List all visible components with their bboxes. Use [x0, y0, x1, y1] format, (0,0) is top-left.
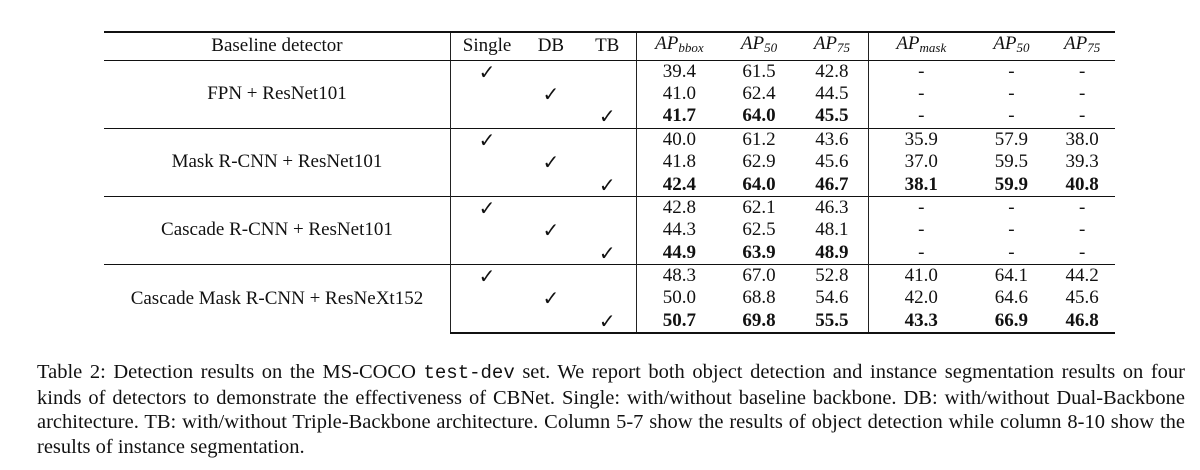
checkmark-cell-tb: [579, 287, 637, 310]
table-caption: [37, 360, 1185, 459]
detector-name-cell: Mask R-CNN + ResNet101: [104, 128, 450, 196]
checkmark-cell-db: [523, 173, 579, 196]
value-cell-ap75-box: 54.6: [815, 287, 849, 309]
value-cell-ap75-box: 45.6: [815, 151, 849, 173]
checkmark-cell-db: [523, 242, 579, 265]
table-row: [104, 60, 1115, 83]
value-cell-ap50-box: 63.9: [742, 241, 776, 263]
checkmark-cell-tb: [579, 83, 637, 106]
checkmark-cell-db: [523, 196, 579, 219]
value-cell-ap50-mask: 57.9: [974, 128, 1050, 151]
checkmark-cell-db: ✓: [542, 286, 560, 310]
value-cell-ap75-box: 52.8: [796, 264, 869, 287]
value-cell-ap50-mask: 64.6: [994, 287, 1029, 309]
value-cell-ap-mask: 41.0: [869, 264, 974, 287]
value-cell-ap-mask: -: [869, 105, 974, 128]
value-cell-ap50-mask: -: [1008, 83, 1015, 105]
value-cell-ap75-mask: -: [1078, 241, 1086, 263]
caption-text-after-code: set. We report both object detection and instance segmentation results on four kinds of detectors to demonstrate the effectiveness of CBNet. Single: with/without baseline backbone. DB: with/without Dual-Backbone architecture. TB: with/without Triple-Backbone architecture. Column 5-7 show the results of object detection while column 8-10 show the results of instance segmentation.: [37, 361, 1186, 458]
value-cell-ap50-box: 61.2: [722, 128, 796, 151]
value-cell-ap-bbox: 41.8: [636, 151, 722, 174]
checkmark-cell-tb: ✓: [579, 310, 637, 333]
table-body: [104, 60, 1115, 333]
col-header-ap-bbox: $AP_{bbox}$: [636, 32, 722, 60]
value-cell-ap-mask: -: [869, 219, 974, 242]
value-cell-ap50-box: 62.9: [742, 151, 776, 173]
header-row: [104, 32, 1115, 60]
value-cell-ap75-box: 46.3: [796, 196, 869, 219]
value-cell-ap-bbox: 41.0: [636, 83, 722, 106]
checkmark-cell-single: ✓: [450, 128, 523, 151]
checkmark-cell-tb: [579, 128, 637, 151]
caption-label: Table 2:: [37, 361, 106, 383]
checkmark-cell-single: [450, 151, 523, 174]
checkmark-cell-tb: [579, 60, 637, 83]
table-row: [104, 196, 1115, 219]
checkmark-cell-single: [450, 310, 523, 333]
value-cell-ap50-mask: -: [1008, 241, 1015, 263]
detector-name-cell: Cascade R-CNN + ResNet101: [104, 196, 450, 264]
value-cell-ap75-mask: 40.8: [1065, 173, 1099, 195]
checkmark-cell-tb: [579, 196, 637, 219]
value-cell-ap-mask: 35.9: [869, 128, 974, 151]
value-cell-ap-bbox: 42.8: [636, 196, 722, 219]
checkmark-cell-tb: [579, 219, 637, 242]
checkmark-cell-db: [523, 60, 579, 83]
value-cell-ap50-mask: 66.9: [974, 310, 1050, 333]
results-table: [104, 31, 1115, 334]
checkmark-cell-single: ✓: [450, 264, 523, 287]
value-cell-ap-bbox: 50.7: [636, 310, 722, 333]
value-cell-ap-mask: -: [869, 242, 974, 265]
checkmark-cell-single: [450, 242, 523, 265]
value-cell-ap75-mask: 39.3: [1065, 151, 1099, 173]
checkmark-cell-tb: ✓: [598, 241, 616, 265]
checkmark-cell-single: [450, 173, 523, 196]
checkmark-cell-db: [523, 105, 579, 128]
value-cell-ap-bbox: 41.7: [636, 105, 722, 128]
caption-code: test-dev: [423, 362, 515, 384]
value-cell-ap75-mask: -: [1049, 60, 1115, 83]
value-cell-ap75-box: 44.5: [815, 83, 849, 105]
checkmark-cell-single: [450, 219, 523, 242]
value-cell-ap50-box: 61.5: [722, 60, 796, 83]
caption-text-before-code: Detection results on the MS-COCO: [113, 361, 416, 383]
value-cell-ap50-box: 68.8: [742, 287, 776, 309]
checkmark-cell-tb: ✓: [598, 173, 616, 197]
col-header-ap75-mask: $AP_{75}$: [1049, 32, 1115, 60]
checkmark-cell-db: [523, 310, 579, 333]
value-cell-ap50-box: 62.5: [742, 219, 776, 241]
checkmark-cell-db: [523, 264, 579, 287]
checkmark-cell-single: ✓: [450, 60, 523, 83]
table-row: [104, 128, 1115, 151]
checkmark-cell-single: [450, 287, 523, 310]
col-header-ap50-mask: $AP_{50}$: [974, 32, 1050, 60]
value-cell-ap-mask: -: [869, 60, 974, 83]
value-cell-ap-bbox: 42.4: [636, 173, 722, 196]
value-cell-ap75-mask: -: [1078, 105, 1086, 127]
value-cell-ap50-box: 62.4: [742, 83, 776, 105]
value-cell-ap-bbox: 44.9: [636, 242, 722, 265]
checkmark-cell-tb: ✓: [598, 105, 616, 129]
checkmark-cell-db: ✓: [542, 82, 560, 106]
col-header-ap75-box: $AP_{75}$: [796, 32, 869, 60]
value-cell-ap75-mask: -: [1078, 83, 1086, 105]
value-cell-ap50-mask: -: [1008, 219, 1015, 241]
value-cell-ap75-box: 46.7: [815, 173, 849, 195]
value-cell-ap-bbox: 44.3: [636, 219, 722, 242]
value-cell-ap-mask: 42.0: [869, 287, 974, 310]
col-header-db: DB: [523, 32, 579, 60]
col-header-tb: TB: [579, 32, 637, 60]
detector-name-cell: Cascade Mask R-CNN + ResNeXt152: [104, 264, 450, 332]
value-cell-ap75-box: 45.5: [815, 105, 849, 127]
checkmark-cell-db: [523, 128, 579, 151]
value-cell-ap75-mask: 45.6: [1065, 287, 1099, 309]
col-header-single: Single: [450, 32, 523, 60]
value-cell-ap75-mask: 44.2: [1049, 264, 1115, 287]
value-cell-ap50-mask: 64.1: [974, 264, 1050, 287]
value-cell-ap50-mask: 59.9: [994, 173, 1029, 195]
checkmark-cell-single: [450, 105, 523, 128]
col-header-detector: Baseline detector: [104, 32, 450, 60]
checkmark-cell-tb: [579, 151, 637, 174]
checkmark-cell-single: ✓: [450, 196, 523, 219]
value-cell-ap50-box: 69.8: [722, 310, 796, 333]
value-cell-ap-mask: 38.1: [869, 173, 974, 196]
checkmark-cell-tb: [579, 264, 637, 287]
value-cell-ap75-box: 48.1: [815, 219, 849, 241]
value-cell-ap50-mask: -: [1008, 105, 1015, 127]
value-cell-ap-bbox: 39.4: [636, 60, 722, 83]
value-cell-ap75-mask: -: [1078, 219, 1086, 241]
value-cell-ap50-box: 64.0: [742, 173, 776, 195]
value-cell-ap50-box: 64.0: [742, 105, 776, 127]
value-cell-ap75-box: 43.6: [796, 128, 869, 151]
col-header-ap50-box: $AP_{50}$: [722, 32, 796, 60]
value-cell-ap75-mask: -: [1049, 196, 1115, 219]
detector-name-cell: FPN + ResNet101: [104, 60, 450, 128]
value-cell-ap50-box: 67.0: [722, 264, 796, 287]
value-cell-ap50-mask: -: [974, 60, 1050, 83]
value-cell-ap-mask: 37.0: [869, 151, 974, 174]
value-cell-ap-mask: -: [869, 196, 974, 219]
value-cell-ap75-box: 42.8: [796, 60, 869, 83]
value-cell-ap75-mask: 38.0: [1049, 128, 1115, 151]
value-cell-ap-bbox: 48.3: [636, 264, 722, 287]
value-cell-ap50-mask: -: [974, 196, 1050, 219]
table-row: [104, 264, 1115, 287]
value-cell-ap50-mask: 59.5: [994, 151, 1029, 173]
value-cell-ap75-box: 48.9: [815, 241, 849, 263]
value-cell-ap75-mask: 46.8: [1049, 310, 1115, 333]
checkmark-cell-single: [450, 83, 523, 106]
value-cell-ap-bbox: 50.0: [636, 287, 722, 310]
value-cell-ap75-box: 55.5: [796, 310, 869, 333]
value-cell-ap-mask: 43.3: [869, 310, 974, 333]
checkmark-cell-db: ✓: [542, 218, 560, 242]
value-cell-ap-bbox: 40.0: [636, 128, 722, 151]
checkmark-cell-db: ✓: [542, 150, 560, 174]
value-cell-ap50-box: 62.1: [722, 196, 796, 219]
value-cell-ap-mask: -: [869, 83, 974, 106]
col-header-ap-mask: $AP_{mask}$: [869, 32, 974, 60]
